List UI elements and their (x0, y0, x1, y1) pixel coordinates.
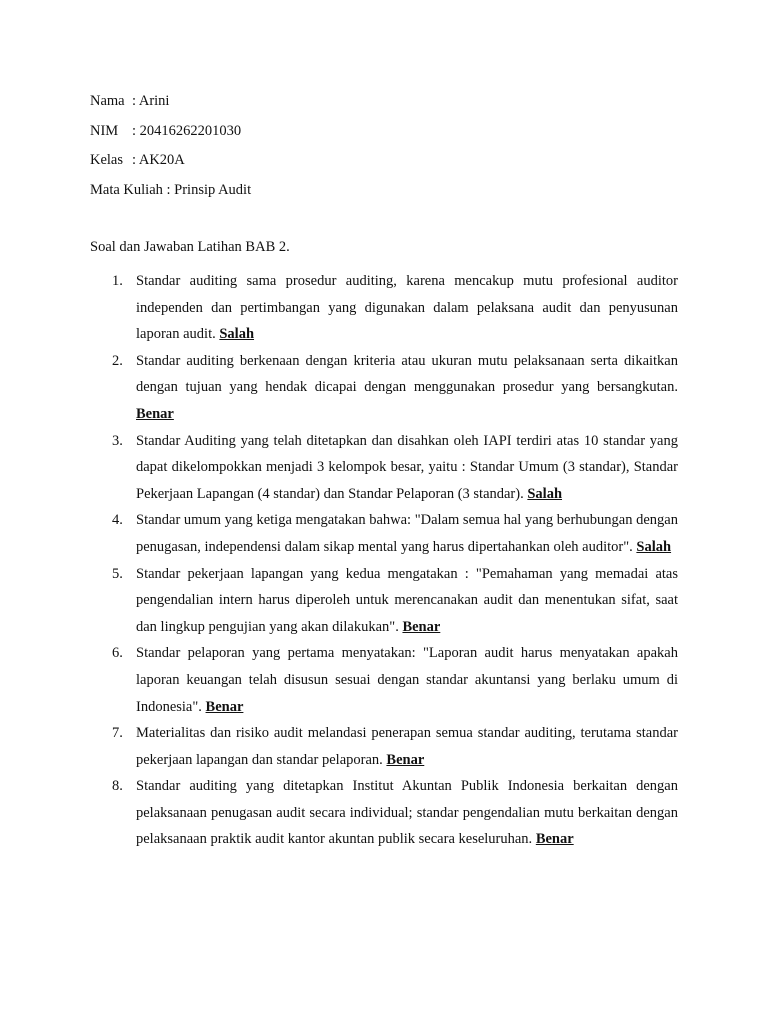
nama-value: : Arini (132, 93, 170, 109)
item-number: 7. (112, 725, 123, 742)
list-item (90, 640, 678, 720)
list-item (90, 561, 678, 641)
item-text: Standar pelaporan yang pertama menyatakan: "Laporan audit harus menyatakan apakah laporan keuangan telah disusun sesuai dengan standar akuntansi yang berlaku umum di Indonesia". (136, 645, 678, 715)
item-number: 4. (112, 512, 123, 529)
item-text: Standar auditing sama prosedur auditing, karena mencakup mutu profesional auditor independen dan pertimbangan yang digunakan dalam pelaksana audit dan penyusunan laporan audit. (136, 273, 678, 343)
list-item (90, 428, 678, 508)
item-text: Standar umum yang ketiga mengatakan bahwa: "Dalam semua hal yang berhubungan dengan penugasan, independensi dalam sikap mental yang harus dipertahankan oleh auditor". (136, 512, 678, 555)
verdict-label: Benar (136, 405, 174, 422)
verdict-label: Benar (386, 751, 425, 768)
list-item (90, 268, 678, 348)
header-nama (90, 92, 678, 122)
header-mata-kuliah (90, 181, 678, 211)
item-text: Standar Auditing yang telah ditetapkan dan disahkan oleh IAPI terdiri atas 10 standar yang dapat dikelompokkan menjadi 3 kelompok besar, yaitu : Standar Umum (3 standar), Standar Pekerjaan Lapangan (4 standar) dan Standar Pelaporan (3 standar). (136, 432, 678, 502)
kelas-label: Kelas (90, 152, 124, 168)
header-kelas (90, 151, 678, 181)
list-item (90, 348, 678, 428)
verdict-label: Benar (205, 698, 244, 715)
item-number: 1. (112, 273, 123, 289)
nim-label: NIM (90, 122, 119, 139)
verdict-label: Benar (402, 618, 441, 635)
list-item (90, 720, 678, 773)
item-number: 8. (112, 778, 123, 795)
verdict-label: Salah (527, 485, 563, 502)
item-number: 2. (112, 352, 123, 369)
header-nim (90, 122, 678, 152)
mata-kuliah-label: Mata Kuliah (90, 181, 163, 198)
section-title: Soal dan Jawaban Latihan BAB 2. (90, 239, 290, 255)
nama-label: Nama (90, 93, 125, 109)
verdict-label: Salah (219, 326, 255, 343)
answer-list (90, 268, 678, 853)
kelas-value: : AK20A (132, 152, 185, 168)
item-number: 6. (112, 645, 123, 662)
item-number: 5. (112, 565, 123, 582)
item-text: Standar auditing berkenaan dengan kriteria atau ukuran mutu pelaksanaan serta dikaitkan dengan tujuan yang hendak dicapai dengan menggunakan prosedur yang bersangkutan. (136, 352, 678, 396)
list-item (90, 507, 678, 560)
item-text: Standar pekerjaan lapangan yang kedua mengatakan : "Pemahaman yang memadai atas pengendalian intern harus diperoleh untuk merencanakan audit dan menentukan sifat, saat dan lingkup pengujian yang akan dilakukan". (136, 565, 678, 635)
verdict-label: Benar (535, 831, 574, 848)
item-text: Standar auditing yang ditetapkan Institut Akuntan Publik Indonesia berkaitan dengan pelaksanaan penugasan audit secara individual; standar pengendalian mutu berkaitan dengan pelaksanaan praktik audit kantor akuntan publik secara keseluruhan. (136, 778, 678, 848)
nim-value: : 20416262201030 (132, 122, 242, 139)
item-number: 3. (112, 432, 123, 449)
mata-kuliah-value: : Prinsip Audit (166, 181, 252, 198)
item-text: Materialitas dan risiko audit melandasi penerapan semua standar auditing, terutama standar pekerjaan lapangan dan standar pelaporan. (136, 725, 678, 768)
verdict-label: Salah (636, 538, 672, 555)
list-item (90, 773, 678, 853)
